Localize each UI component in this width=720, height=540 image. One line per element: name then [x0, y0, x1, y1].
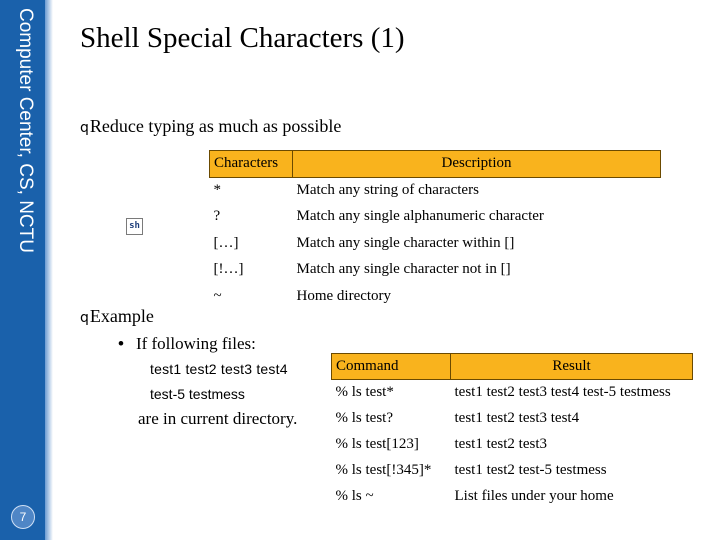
sidebar [0, 0, 45, 540]
char-cell: ? [213, 208, 221, 225]
char-cell: ~ [213, 287, 222, 304]
table-row [210, 230, 661, 257]
header-description: Description [293, 151, 661, 178]
sidebar-gradient [45, 0, 53, 540]
files-line-2: test-5 testmess [150, 386, 245, 402]
bullet-reduce [80, 116, 341, 137]
command-cell: % ls test[123] [335, 436, 419, 452]
command-cell: % ls ~ [335, 488, 374, 504]
result-cell: test1 test2 test3 [454, 436, 547, 452]
table-header-row [332, 354, 693, 380]
table-row [210, 283, 661, 310]
table-header-row [210, 151, 661, 178]
command-cell: % ls test* [335, 384, 394, 401]
char-cell: [!…] [213, 261, 244, 278]
sidebar-label-box [8, 8, 38, 318]
char-cell: […] [213, 234, 239, 251]
files-location: are in current directory. [138, 409, 298, 428]
bullet-icon: q [80, 120, 89, 136]
table-row [210, 257, 661, 284]
bullet-example-text: Example [89, 306, 154, 326]
result-cell: test1 test2 test3 test4 [454, 410, 580, 426]
result-cell: test1 test2 test3 test4 test-5 testmess [454, 384, 671, 401]
table-row [332, 380, 693, 406]
header-characters: Characters [210, 151, 293, 178]
table-row [332, 484, 693, 510]
table-row [332, 432, 693, 458]
sidebar-label: Computer Center, CS, NCTU [15, 8, 36, 253]
sub-bullet [118, 334, 256, 354]
slide-title: Shell Special Characters (1) [80, 22, 405, 54]
special-characters-table [209, 150, 661, 310]
bullet-example [80, 306, 154, 327]
desc-cell: Match any single character not in [] [296, 261, 511, 278]
header-result: Result [451, 354, 693, 380]
table-row [332, 406, 693, 432]
desc-cell: Home directory [296, 287, 392, 304]
result-cell: test1 test2 test-5 testmess [454, 462, 607, 478]
command-cell: % ls test[!345]* [335, 462, 432, 478]
table-row [332, 458, 693, 484]
char-cell: * [213, 182, 221, 198]
page-number: 7 [11, 505, 35, 529]
dot-icon: • [118, 334, 124, 353]
header-command: Command [332, 354, 451, 380]
command-cell: % ls test? [335, 410, 393, 426]
desc-cell: Match any single character within [] [296, 234, 515, 251]
command-result-table [331, 353, 693, 510]
shell-script-icon[interactable]: sh [126, 218, 143, 235]
files-line-1: test1 test2 test3 test4 [150, 361, 288, 377]
desc-cell: Match any single alphanumeric character [296, 208, 544, 225]
table-row [210, 204, 661, 231]
bullet-icon: q [80, 310, 89, 326]
result-cell: List files under your home [454, 488, 614, 504]
bullet-reduce-text: Reduce typing as much as possible [89, 116, 342, 136]
table-row [210, 177, 661, 204]
sub-bullet-text: If following files: [135, 334, 256, 353]
desc-cell: Match any string of characters [296, 182, 479, 198]
